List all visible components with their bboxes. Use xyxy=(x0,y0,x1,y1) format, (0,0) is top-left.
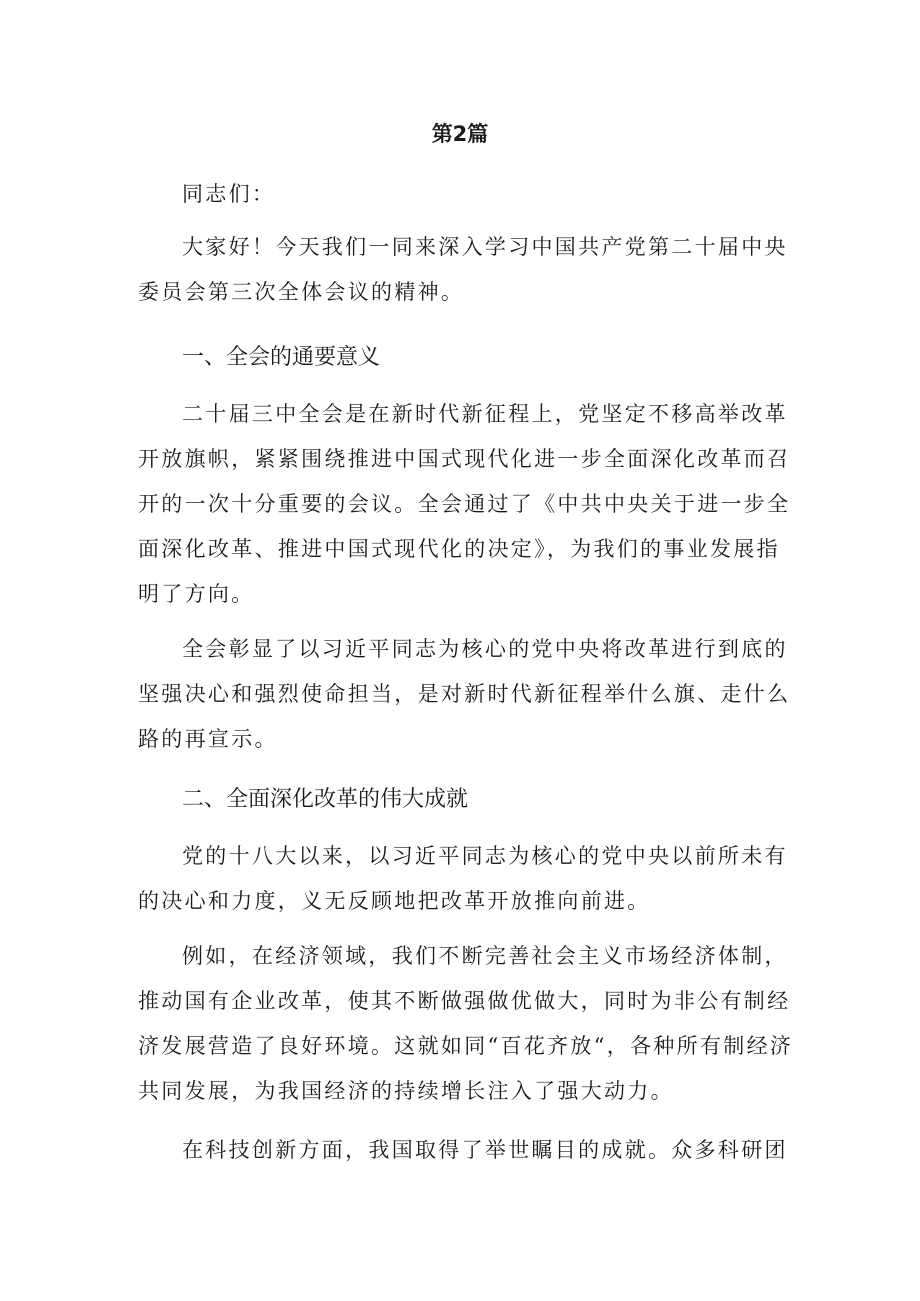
section-2-heading: 二、全面深化改革的伟大成就 xyxy=(182,787,469,812)
section-1-paragraph-1: 二十届三中全会是在新时代新征程上，党坚定不移高举改革开放旗帜，紧紧围绕推进中国式现代化进一步全面深化改革而召开的一次十分重要的会议。全会通过了《中共中央关于进一步全面深化改革、推进中国式现代化的决定》，为我们的事业发展指明了方向。 xyxy=(138,402,791,606)
section-1-heading: 一、全会的通要意义 xyxy=(182,345,381,370)
section-2-paragraph-2: 例如，在经济领域，我们不断完善社会主义市场经济体制，推动国有企业改革，使其不断做强做优做大，同时为非公有制经济发展营造了良好环境。这就如同“百花齐放“，各种所有制经济共同发展，为我国经济的持续增长注入了强大动力。 xyxy=(138,944,794,1103)
document-title: 第2篇 xyxy=(431,122,489,146)
section-2-paragraph-3: 在科技创新方面，我国取得了举世瞩目的成就。众多科研团 xyxy=(182,1138,788,1162)
section-2-paragraph-1: 党的十八大以来，以习近平同志为核心的党中央以前所未有的决心和力度，义无反顾地把改革开放推向前进。 xyxy=(138,844,788,913)
intro-paragraph: 大家好！今天我们一同来深入学习中国共产党第二十届中央委员会第三次全体会议的精神。 xyxy=(138,235,788,304)
greeting: 同志们： xyxy=(182,182,276,206)
section-1-paragraph-2: 全会彰显了以习近平同志为核心的党中央将改革进行到底的坚强决心和强烈使命担当，是对新时代新征程举什么旗、走什么路的再宣示。 xyxy=(138,637,791,751)
